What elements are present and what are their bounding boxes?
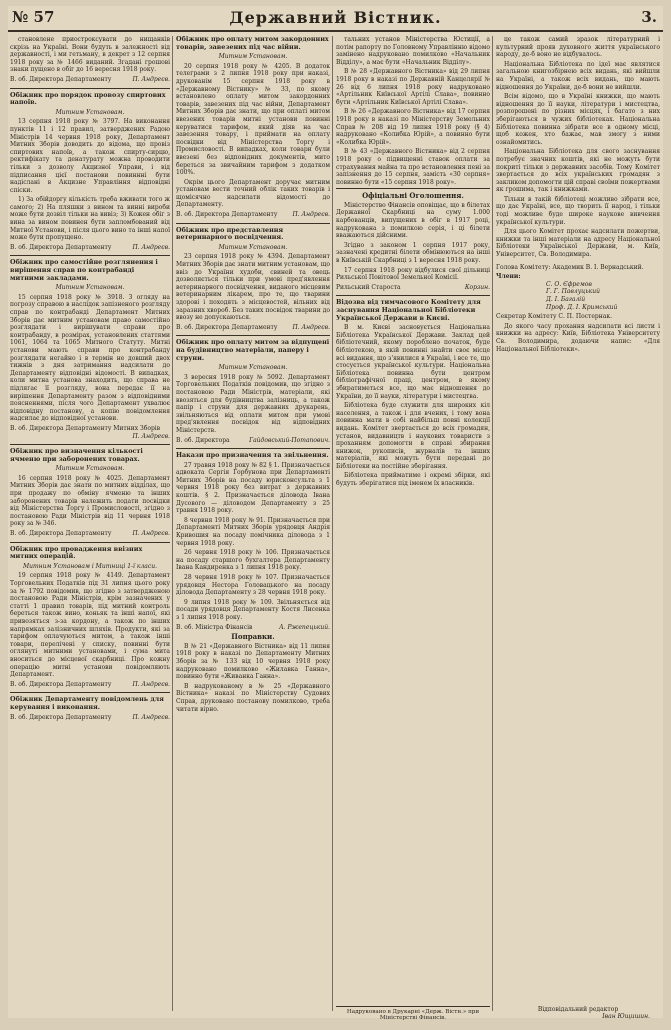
article-text: В № 21 «Державного Вістника» від 11 липня 1918 року в наказі по Департаменту Митних Зборів за № 133 від 10 червня 1918 року надруковано помилково «Жилавка Ганна», повинно бути «Живанка Ганна». (176, 642, 330, 681)
article-text: 28 червня 1918 року № 107. Призначається урядовця Нестора Головацького на посаду діловода Департаменту з 28 червня 1918 року. (176, 574, 330, 597)
article-text: тальних установ Міністерства Юстиції, а потім рапорту по Головному Управлінню відомо замінено надруковано помилково «Начальник Відділу», а має бути «Начальник Відділу». (336, 36, 490, 66)
addressee: Митним Установам. (218, 364, 288, 372)
signature: В. об. Директора Департаменту П. Андреєв. (10, 713, 170, 721)
article-text: В надрукованому в № 25 «Державного Вістника» наказі по Міністерству Судових Справ, друковано постанову помилково, треба читати вірно. (176, 682, 330, 713)
signature: В. об. Директора Департаменту П. Андреєв. (10, 75, 170, 83)
article-heading: Обіжник про оплату митом закордонних товарів, завезених під час війни. (176, 36, 329, 51)
column-divider (172, 36, 173, 1011)
article-text: Бібліотека буде служити для широких кіл населення, а також і для вчених, і тому вона повинна мати в собі найбільш повні колекції видань. Комітет звертається до всіх громадян, установ, видавництв і наукових товариств з проханням допомогти в справі збирання книжок, рукописів, журналів та інших матеріалів, які можуть бути передані до Бібліотеки на постійне зберігання. (336, 402, 490, 470)
article-text: 15 серпня 1918 року № 3918. З огляду на погрозу справою в наслідок запізненого розгляду справ по контрабанді Департамент Митних Зборів дає митним установам право самостійно розглядати і вирішувати справи про контрабанду, в розмірах, установлених статтями 1061, 1064 та 1065 Митного Статуту. Митні установи мають справи про контрабанду розглядати негайно і в термін не довший двох тижнів з дня затримання надсилати до Департаменту відповідні відомості. В випадках, коли митна установа знаходить, що справа не підлягає її розгляду, вона передає її на вирішення Департаменту разом з відповідними поясненнями, після чого Департамент ухвалює відповідну постанову, а копію повідомлення надсилає до відповідної установи. (10, 293, 170, 423)
article-text: 26 червня 1918 року № 106. Призначається на посаду старшого бухгалтера Департаменту Івана Кандиренка з 1 липня 1918 року. (176, 549, 330, 572)
article-text: 27 травня 1918 року № 82 § 1. Призначається адвоката Сергія Горбунова при Департаменті Митних Зборів на посаду юрисконсульта з 1 червня 1918 року без витрат з державних коштів. § 2. Призначається діловода Івана Дусового — діловодом Департаменту з 25 травня 1918 року. (176, 461, 330, 515)
editor-block (496, 1006, 660, 1021)
article-text: 17 серпня 1918 року відбулися свої дільниці Рильської Повітової Земельної Комісії. (336, 266, 490, 282)
article-text: 16 серпня 1918 року № 4025. Департамент Митних Зборів дає знати по митних відділах, що при продажу по обміну ячменю та інших заборонених товарів належить подати посвідки від Міністерства Торгу і Промисловості, згідно з постановою Ради Міністрів від 11 червня 1918 року за № 346. (10, 474, 170, 528)
committee-secretary: Секретар Комітету С. П. Постернак. (496, 313, 612, 321)
addressee: Митним Установам і Митниці 1-ї класи. (22, 562, 157, 570)
committee-members: Члени: С. О. Єфремов Г. Г. Павлуцький Д. І. Багалій Проф. Д. І. Кримський (496, 273, 660, 311)
article-heading: Відозва від тимчасового Комітету для заснування Національної Бібліотеки Української Держави в Києві. (336, 295, 490, 322)
article-heading: Обіжник про самостійне розглянення і вирішення справ по контрабанді митними закладами. (10, 255, 170, 282)
article-heading: Обіжник про представлення ветеринарного посвідчення. (176, 223, 330, 242)
article-text: В № 43 «Державного Вістника» від 2 серпня 1918 року о підвищенні ставок оплати за страхування майна та про встановлення пені за запізнення до 15 серпня, замість «30 серпня» повинно бути «15 серпня 1918 року». (336, 148, 490, 186)
article-heading: Накази про призначення та звільнення. (176, 448, 330, 460)
article-text: становлене приостроксувати до нищанків скрізь на Україні. Вони будуть в залежності від державності, і ми гетьману, в декрет з 12 серпня 1918 року за № 1466 виданий. Згадані грошові знаки пущено в обіг до 16 вересня 1918 року. (10, 36, 170, 74)
article-text: В м. Києві засновується Національна Бібліотека Української Держави. Заклад цей бібліотечний, якому пороблено початок, буде бібліотекою, в якій повинні знайти своє місце всі видання, що з'явилися в Україні, і все те, що стосується української культури. Національна Бібліотека повинна бути центром бібліографічної праці, центром, в якому збиратиметься все, що має відношення до України, до її науки, літератури і мистецтва. (336, 324, 490, 400)
addressee: Митним Установам. (55, 108, 125, 116)
committee-chair: Голова Комітету: Академик В. І. Вернадський. (496, 263, 644, 271)
article-text: Для цього Комітет прохає надсилати пожертви, книжки та інші матеріали на адресу Національної Бібліотеки Української Держави, м. Київ, Університет, Св. Володимира. (496, 228, 660, 259)
article-text: 1) За обійдоргу кількість треба вживати того ж самого; 2) На пляшки з вином та винні вироби може бути дозвіл тільки на вивіз; 3) Кожен обіг з вина за вином повинен бути запломбований від Митної Установи, і після цього вино та інші напої може бути пропущено. (10, 196, 170, 242)
signature: В. об. Директора Департаменту П. Андреєв. (10, 680, 170, 688)
signature: В. об. Директора Департаменту П. Андреєв. (10, 243, 170, 251)
printer-note: Надруковано в Друкарні «Держ. Вістн.» при Міністерстві Фінансів. (336, 1006, 490, 1021)
member-name: С. О. Єфремов (546, 280, 592, 288)
article-text: До якого часу прохання надсилати всі листи і книжки на адресу: Київ, Бібліотека Університету Св. Володимира, додаючи напис: «Для Національної Бібліотеки». (496, 322, 660, 353)
signature: В. об. Директора Гайдовський-Потапович. (176, 436, 330, 444)
article-text: 20 серпня 1918 року № 4205. В додаток телеграми з 2 липня 1918 року при наказі, друкованім 15 серпня 1918 року в «Державному Вістнику» № 33, по якому встановлено оплату митом закордонних товарів, завезених під час війни, Департамент Митних Зборів дає знати, що при оплаті митом ввезених товарів митні установи повинні керуватися тарифом, який діяв на час завезення товару, і приймати на оплату посвідки від Міністерства Торгу і Промисловості. В випадках, коли товари були ввезені без відповідних документів, мито береться за звичайним тарифом з додатком 100%. (176, 62, 330, 177)
signature: Рильський Староста Корзин. (336, 283, 490, 291)
editor-name: Іван Ющишин. (602, 1013, 650, 1021)
signature: В. об. Директора Департаменту П. Андреєв. (176, 323, 330, 331)
article-heading: Обіжник про провадження ввізних митних операцій. (10, 542, 170, 561)
section-heading: Поправки. (231, 632, 275, 642)
article-text: 19 серпня 1918 року № 4149. Департамент Торговельних Податків під 31 липня цього року за № 1792 повідомив, що згідно з затвердженою постановою Ради Міністрів, крім зазначених у статті 1 правил товарів, під митний контроль береться також вино, коньяк та інші напої, які привозяться з-за кордону, а також по інших напрямках залізничних шляхів. Продукти, які за тарифом оплачуються митом, а також інші товари, перелічені у списку, повинні бути оглянуті митними установами, і сума мита вноситься до місцевої скарбниці. Про кожну операцію митні установи повідомляють Департамент. (10, 572, 170, 679)
article-text: Тільки в такій бібліотеці можливо зібрати все, що дає Україні, все, що творить її народ, і тільки тоді можливе буде широке наукове вивчення української культури. (496, 195, 660, 226)
article-text: 8 червня 1918 року № 91. Призначається при Департаменті Митних Зборів урядовця Андрія Кривошия на посаду помічника діловода з 1 червня 1918 року. (176, 516, 330, 547)
article-text: це також самий зразок літературний і культурний прояв духовного життя українського народу, де-б воно не відбувалось. (496, 36, 660, 59)
signature: В. об. Директора Департаменту П. Андреєв. (176, 211, 330, 219)
article-text: 9 липня 1918 року № 109. Звільняється від посади урядовця Департаменту Костя Лисенка з 1 липня 1918 року. (176, 598, 330, 621)
column-divider (332, 36, 333, 1011)
article-text: 13 серпня 1918 року № 3797. На виконання пунктів 11 і 12 правил, затверджених Радою Міністрів 14 червня 1918 року, Департамент Митних Зборів доводить до відома, що провіз спиртових напоїв, а також спирту-сирцю, ректифікату та денатурату можна проводити тільки з дозволу Акцизної Управи, і від підписання цієї постанови повиннні бути надіслані в Акцизне Управління відповідні спіски. (10, 118, 170, 194)
column-1 (10, 36, 170, 1011)
addressee: Митним Установам. (218, 243, 288, 251)
editor-label: Відповідальний редактор (537, 1005, 619, 1013)
article-heading: Обіжник Департаменту повідомлень для керування і виконання. (10, 692, 170, 711)
addressee: Митним Установам. (218, 53, 288, 61)
newspaper-title: Державний Вістник. (229, 8, 442, 27)
column-divider (492, 36, 493, 1011)
column-4 (496, 36, 660, 1011)
member-name: Г. Г. Павлуцький (546, 288, 600, 296)
signature: В. об. Директора Департаменту П. Андреєв. (10, 530, 170, 538)
section-heading: Офіціальні Оголошення. (336, 188, 490, 200)
article-text: В № 28 «Державного Вістника» від 29 липня 1918 року в наказі по Державній Канцелярії № 26 від 6 липня 1918 року надруковано «Артільник Київської Артілі Слава», повинно бути «Артільник Київської Артілі Слава». (336, 68, 490, 106)
article-text: Всім відомо, що в Україні книжки, що мають відношення до її науки, літератури і мистецтва, розпорошені по різних місцях, і багато з них зберігаються в чужих бібліотеках. Національна Бібліотека повинна зібрати все в одному місці, щоб кожен, хто бажає, мав змогу з ними ознайомитись. (496, 93, 660, 146)
page-number: 3. (641, 8, 657, 26)
member-name: Проф. Д. І. Кримський (546, 303, 618, 311)
article-text: Національна Бібліотека по ідеї має являтися загальною книгозбірнею всіх видань, які вийшли на Україні, а також всіх видань, що мають відношення до України, де-б вони не вийшли. (496, 60, 660, 91)
article-text: В № 26 «Державного Вістника» від 17 серпня 1918 року в наказі по Міністерству Земельних Справ № 208 від 19 липня 1918 року (§ 4) надруковано «Колибка Юрій», а повинно бути «Колибка Юрій». (336, 108, 490, 146)
addressee: Митним Установам. (55, 465, 125, 473)
newspaper-page (8, 6, 663, 1021)
columns (8, 36, 663, 1021)
article-text: Бібліотека прийматиме і окремі збірки, які будуть зберігатися під іменем їх власників. (336, 472, 490, 488)
article-text: Згідно з законом 1 серпня 1917 року, зазначені кредитні білети обмінюються на інші в Київській Скарбниці з 1 вересня 1918 року. (336, 241, 490, 265)
column-3 (336, 36, 490, 1011)
article-text: 3 вересня 1918 року № 5092. Департамент Торговельних Податків повідомив, що згідно з постановою Ради Міністрів, матеріали, які ввозяться для будівництва залізниць, а також папір і струни для державних друкарень, звільняються від оплати митом при умові пред'явлення посвідок від відповідних Міністерств. (176, 373, 330, 434)
signature: В. об. Міністра Фінансів А. Ржепецький. (176, 623, 330, 631)
addressee: Митним Установам. (55, 284, 125, 292)
article-text: Національна Бібліотека для свого заснування потребує значних коштів, які не можуть бути покриті тільки з державних засобів. Тому Комітет звертається до всіх українських громадян з закликом допомогти цій справі своїми пожертвами як грошима, так і книжками. (496, 148, 660, 194)
article-heading: Обіжник про визначення кількості ячменю при заборонених товарах. (10, 444, 170, 463)
article-heading: Обіжник про порядок провозу спиртових напоїв. (10, 88, 170, 107)
member-name: Д. І. Багалій (546, 296, 586, 303)
article-heading: Обіжник про оплату митом за відпущені на будівництво матеріали, паперу і струни. (176, 335, 330, 362)
issue-number: № 57 (12, 8, 55, 26)
masthead (8, 6, 663, 32)
signature: В. об. Директора Департаменту Митних Зборів П. Андреєв. (10, 424, 170, 440)
article-text: 23 серпня 1918 року № 4394. Департамент Митних Зборів дає знати митним установам, що ввіз до України худоби, свиней та овець дозволяється тільки при умові пред'явлення ветеринарного посвідчення, виданого місцевим ветеринарним лікарем, про те, що тварини здорові і походять з місцевостей, вільних від заразних хвороб. Без таких посвідок тварини до ввозу не допускаються. (176, 253, 330, 322)
column-2 (176, 36, 330, 1011)
article-text: Міністерство Фінансів оповіщає, що в білетах Державної Скарбниці на суму 1.000 карбованців, випущених в обіг в 1917 році, надрукована з помилкою серія, і ці білети вважаються дійсними. (336, 201, 490, 240)
article-text: Окрім цього Департамент доручає митним установам вести точний облік таких товарів і щомісячно надсилати відомості до Департаменту. (176, 178, 330, 209)
